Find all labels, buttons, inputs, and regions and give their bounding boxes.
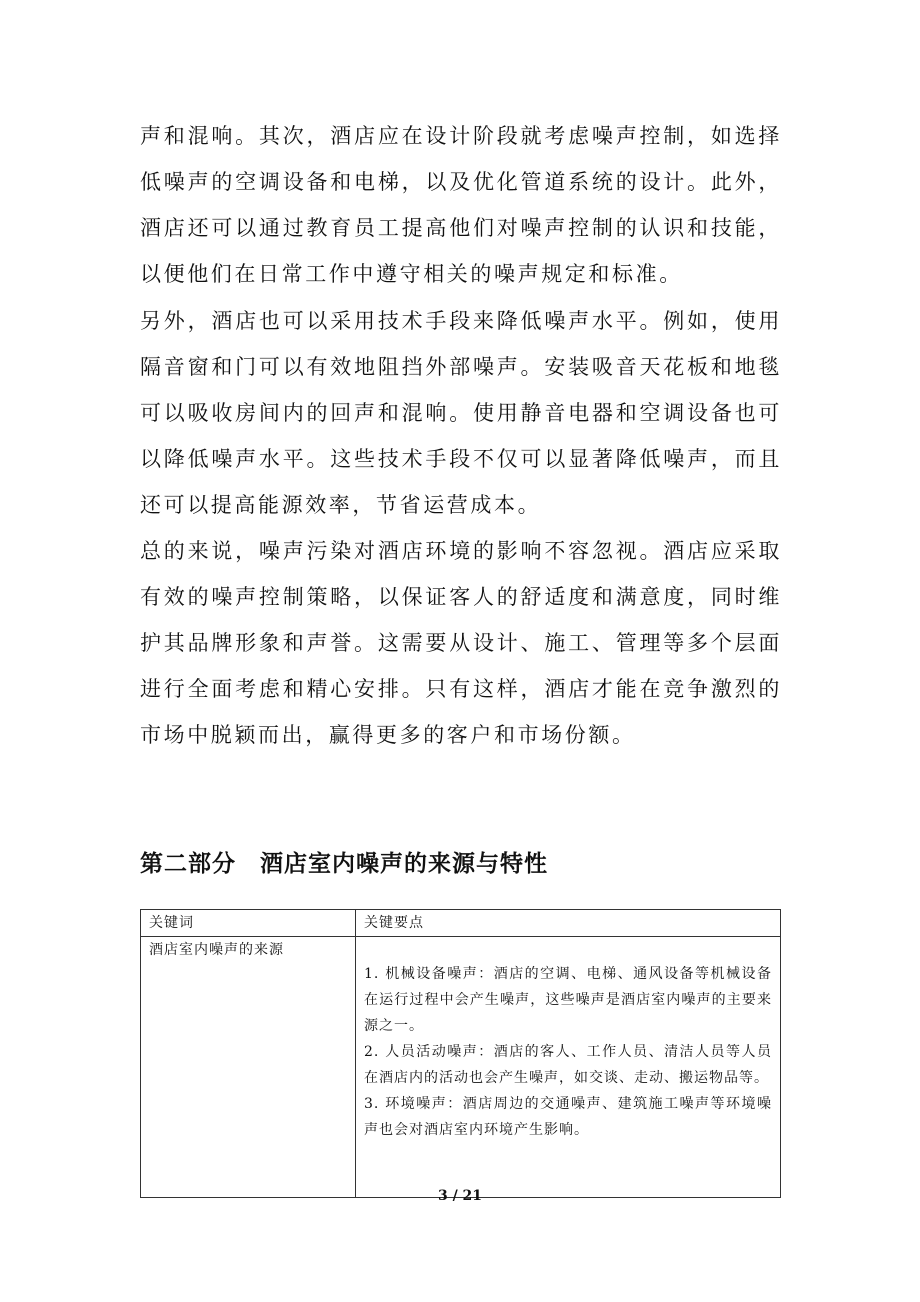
body-paragraph-technical-measures: 另外，酒店也可以采用技术手段来降低噪声水平。例如，使用隔音窗和门可以有效地阻挡外部噪声。安装吸音天花板和地毯可以吸收房间内的回声和混响。使用静音电器和空调设备也可以降低噪声水平。这些技术手段不仅可以显著降低噪声，而且还可以提高能源效率，节省运营成本。 (140, 309, 782, 517)
table-header-row (141, 910, 781, 937)
key-point-environment: 3. 环境噪声：酒店周边的交通噪声、建筑施工噪声等环境噪声也会对酒店室内环境产生影响。 (364, 1096, 772, 1138)
page-number: 3 / 21 (437, 1188, 483, 1204)
header-keyword: 关键词 (141, 910, 356, 937)
header-key-points: 关键要点 (356, 910, 781, 937)
table-row (141, 937, 781, 1198)
keyword-cell: 酒店室内噪声的来源 (141, 937, 356, 1198)
key-points-cell (356, 937, 781, 1198)
body-paragraph-summary: 总的来说，噪声污染对酒店环境的影响不容忽视。酒店应采取有效的噪声控制策略，以保证客人的舒适度和满意度，同时维护其品牌形象和声誉。这需要从设计、施工、管理等多个层面进行全面考虑和精心安排。只有这样，酒店才能在竞争激烈的市场中脱颖而出，赢得更多的客户和市场份额。 (140, 539, 782, 747)
key-point-personnel: 2. 人员活动噪声：酒店的客人、工作人员、清洁人员等人员在酒店内的活动也会产生噪声，如交谈、走动、搬运物品等。 (364, 1044, 772, 1086)
key-points-table (140, 909, 781, 1198)
body-paragraph-noise-control: 声和混响。其次，酒店应在设计阶段就考虑噪声控制，如选择低噪声的空调设备和电梯，以及优化管道系统的设计。此外，酒店还可以通过教育员工提高他们对噪声控制的认识和技能，以便他们在日常工作中遵守相关的噪声规定和标准。 (140, 124, 782, 286)
section-heading: 第二部分 酒店室内噪声的来源与特性 (140, 851, 548, 877)
key-point-mechanical: 1. 机械设备噪声：酒店的空调、电梯、通风设备等机械设备在运行过程中会产生噪声，这些噪声是酒店室内噪声的主要来源之一。 (364, 966, 772, 1034)
